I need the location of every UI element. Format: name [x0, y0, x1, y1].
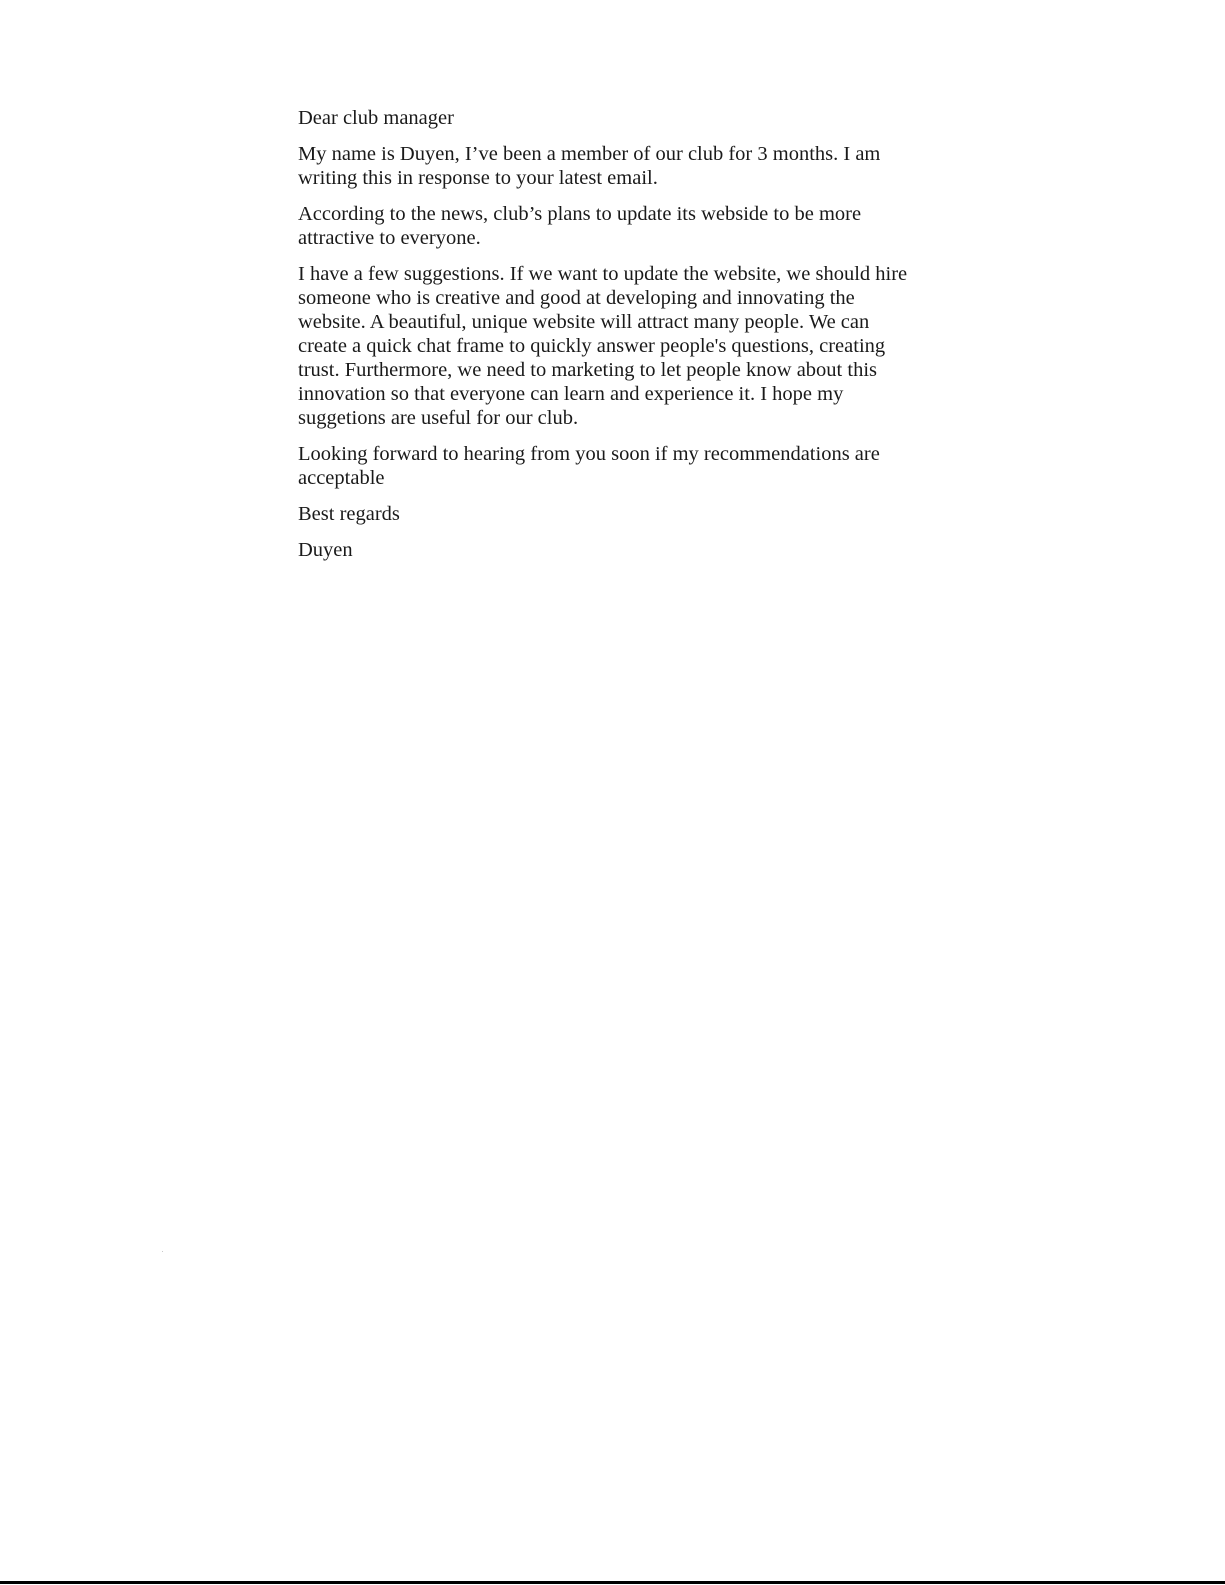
paragraph-closing-remark: Looking forward to hearing from you soon if my recommendations are acceptable: [298, 443, 880, 489]
salutation: Dear club manager: [298, 107, 454, 129]
signature: Duyen: [298, 539, 353, 561]
paragraph-suggestions: I have a few suggestions. If we want to update the website, we should hire someone who is creative and good at developing and innovating the website. A beautiful, unique website will attract many people. We can create a quick chat frame to quickly answer people's questions, creating trust. Furthermore, we need to marketing to let people know about this innovation so that everyone can learn and experience it. I hope my suggetions are useful for our club.: [298, 263, 908, 429]
scan-speck: [162, 1251, 163, 1252]
page-bottom-border: [0, 1581, 1225, 1584]
paragraph-introduction: My name is Duyen, I’ve been a member of our club for 3 months. I am writing this in response to your latest email.: [298, 143, 881, 189]
paragraph-context: According to the news, club’s plans to update its webside to be more attractive to everyone.: [298, 203, 862, 249]
letter-body: [298, 106, 918, 574]
closing: Best regards: [298, 503, 400, 525]
